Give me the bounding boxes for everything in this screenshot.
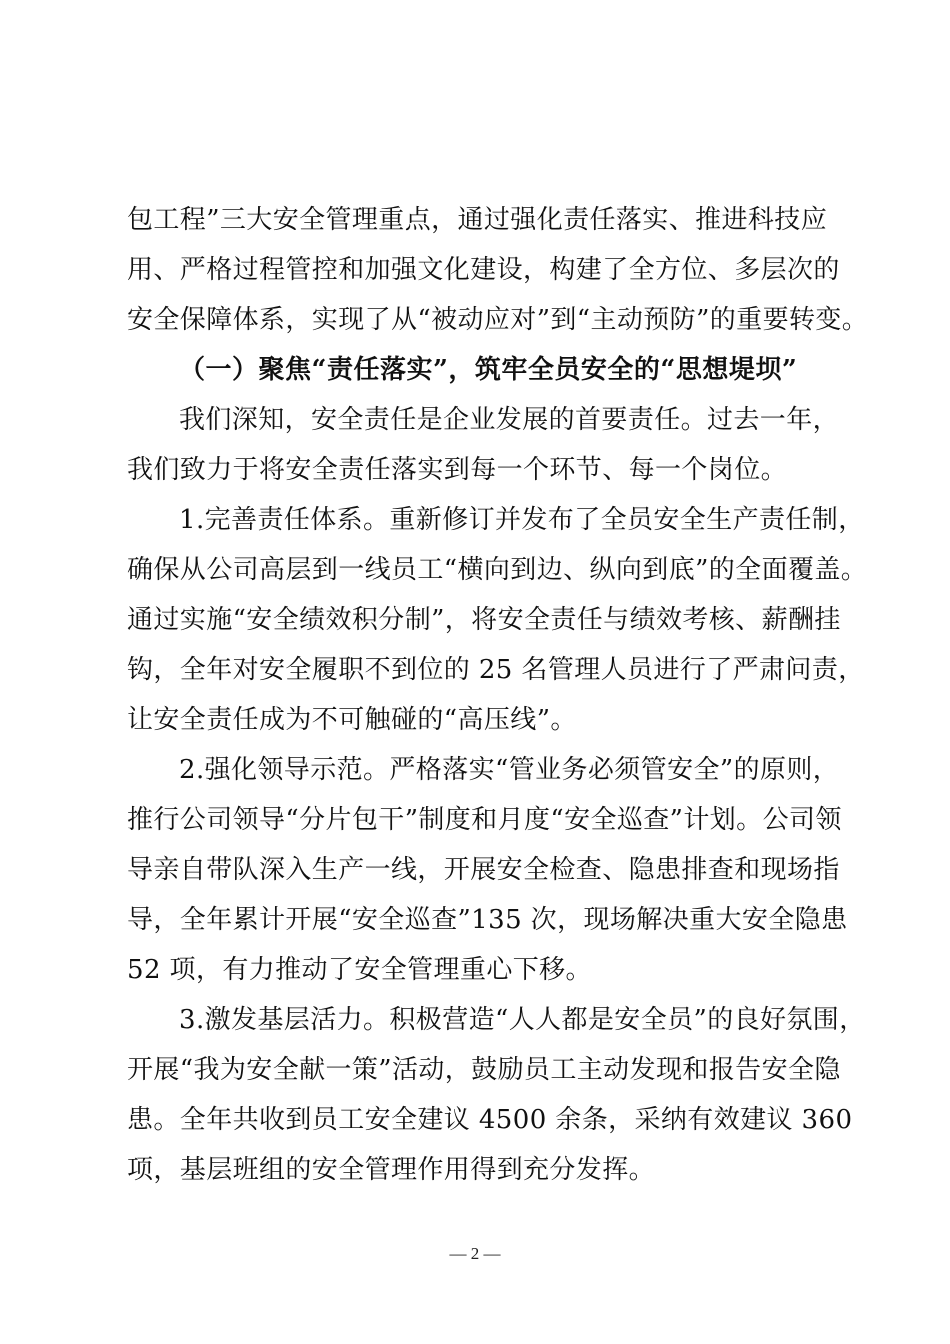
body-line: 导亲自带队深入生产一线，开展安全检查、隐患排查和现场指 xyxy=(127,855,840,885)
body-line: 患。全年共收到员工安全建议 4500 余条，采纳有效建议 360 xyxy=(127,1105,853,1135)
paragraph-first-line: 2.强化领导示范。严格落实“管业务必须管安全”的原则， xyxy=(179,755,840,785)
body-line: 用、严格过程管控和加强文化建设，构建了全方位、多层次的 xyxy=(127,255,840,285)
page-number: — 2 — xyxy=(449,1244,501,1263)
body-line: 包工程”三大安全管理重点，通过强化责任落实、推进科技应 xyxy=(127,205,828,235)
body-line: 通过实施“安全绩效积分制”，将安全责任与绩效考核、薪酬挂 xyxy=(127,605,841,635)
paragraph-first-line: 1.完善责任体系。重新修订并发布了全员安全生产责任制， xyxy=(179,505,865,535)
body-text xyxy=(127,195,869,1195)
section-heading: （一）聚焦“责任落实”，筑牢全员安全的“思想堤坝” xyxy=(179,355,798,385)
body-line: 推行公司领导“分片包干”制度和月度“安全巡查”计划。公司领 xyxy=(127,805,842,835)
body-line: 52 项，有力推动了安全管理重心下移。 xyxy=(127,955,592,985)
body-line: 项，基层班组的安全管理作用得到充分发挥。 xyxy=(127,1155,656,1185)
body-line: 我们致力于将安全责任落实到每一个环节、每一个岗位。 xyxy=(127,455,788,485)
body-line: 开展“我为安全献一策”活动，鼓励员工主动发现和报告安全隐 xyxy=(127,1055,841,1085)
body-line: 钩，全年对安全履职不到位的 25 名管理人员进行了严肃问责， xyxy=(127,655,865,685)
paragraph-first-line: 我们深知，安全责任是企业发展的首要责任。过去一年， xyxy=(179,405,840,435)
body-line: 让安全责任成为不可触碰的“高压线”。 xyxy=(127,705,577,735)
body-line: 安全保障体系，实现了从“被动应对”到“主动预防”的重要转变。 xyxy=(127,305,869,335)
body-line: 导，全年累计开展“安全巡查”135 次，现场解决重大安全隐患 xyxy=(127,905,848,935)
paragraph-first-line: 3.激发基层活力。积极营造“人人都是安全员”的良好氛围， xyxy=(179,1005,866,1035)
body-line: 确保从公司高层到一线员工“横向到边、纵向到底”的全面覆盖。 xyxy=(127,555,868,585)
